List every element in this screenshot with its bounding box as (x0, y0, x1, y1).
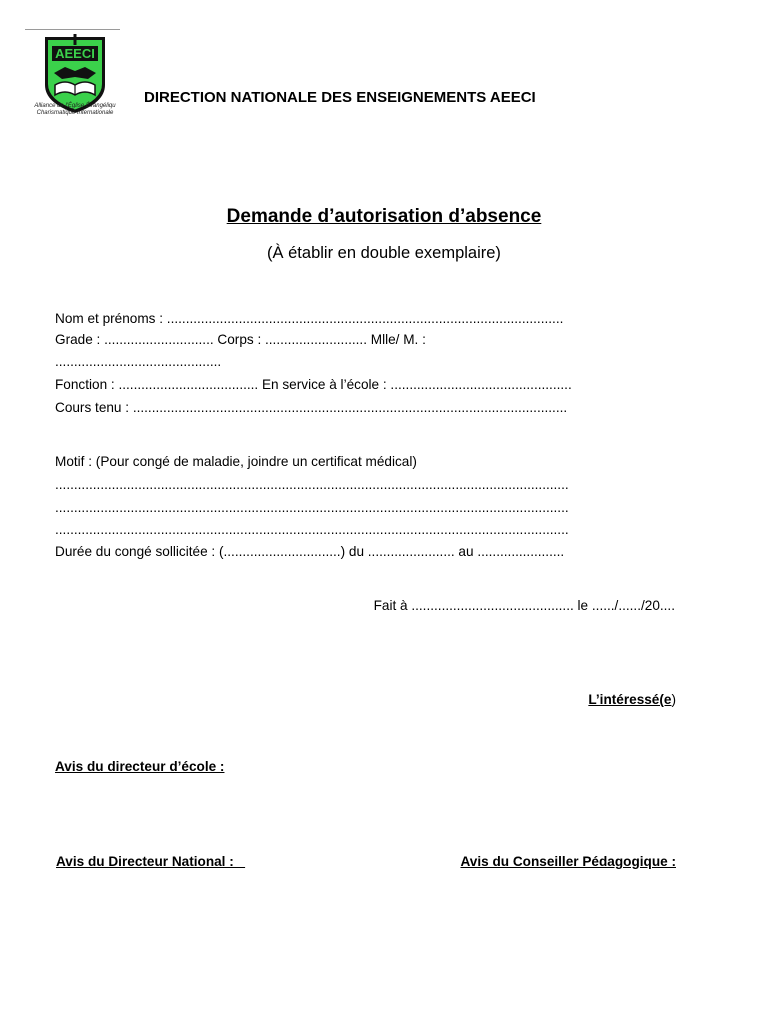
field-nom-prenoms[interactable]: Nom et prénoms : ......................................................................................................... (55, 311, 564, 326)
signature-paren: ) (671, 692, 676, 707)
avis-conseiller-pedagogique: Avis du Conseiller Pédagogique : (460, 854, 676, 869)
logo-caption (26, 103, 124, 117)
logo-acronym-text: AEECI (55, 46, 95, 61)
field-grade-continuation[interactable]: ............................................ (55, 354, 222, 369)
motif-label: Motif : (Pour congé de maladie, joindre un certificat médical) (55, 454, 417, 469)
field-cours-tenu[interactable]: Cours tenu : ................................................................................................................... (55, 400, 568, 415)
avis-directeur-ecole: Avis du directeur d’école : (55, 759, 225, 774)
fait-a-date-line[interactable]: Fait à ........................................... le ....../....../20.... (373, 598, 675, 613)
field-grade-corps[interactable]: Grade : ............................. Corps : ........................... Mlle/ M. : (55, 332, 426, 347)
signature-label (588, 692, 676, 707)
document-title: Demande d’autorisation d’absence (226, 206, 542, 227)
document-subtitle: (À établir en double exemplaire) (267, 244, 501, 262)
field-duree-conge[interactable]: Durée du congé sollicitée : (...............................) du ....................... au ....................... (55, 544, 565, 559)
header-title: DIRECTION NATIONALE DES ENSEIGNEMENTS AEECI (144, 89, 536, 106)
motif-dots-line-1[interactable]: ........................................................................................................................................ (55, 477, 569, 492)
logo-caption-line1: Alliance de l'Église Évangéliqu (34, 103, 116, 109)
motif-dots-line-2[interactable]: ........................................................................................................................................ (55, 500, 569, 515)
top-rule-divider (25, 29, 120, 30)
avis-directeur-national: Avis du Directeur National : (56, 854, 246, 869)
field-fonction-ecole[interactable]: Fonction : ..................................... En service à l’école : ................................................ (55, 377, 572, 392)
logo-caption-line2: Charismatique Internationale (36, 110, 114, 116)
signature-text: L’intéressé(e (588, 692, 672, 707)
motif-dots-line-3[interactable]: ........................................................................................................................................ (55, 522, 569, 537)
